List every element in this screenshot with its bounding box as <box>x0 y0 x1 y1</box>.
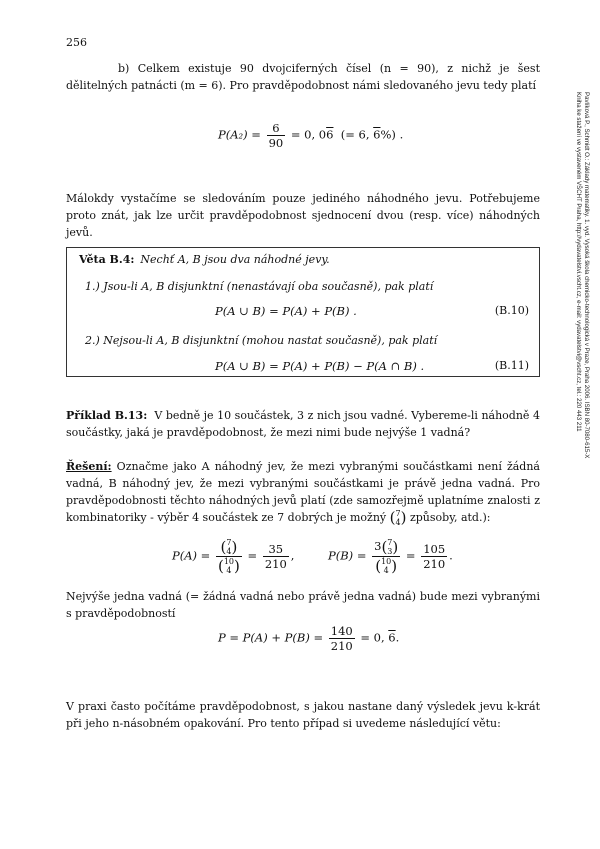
theorem-formula-1: P(A ∪ B) = P(A) + P(B) . <box>215 304 357 318</box>
denominator: ( 10 4 ) <box>375 557 398 575</box>
binom-top: 7 <box>395 509 401 518</box>
denominator: 210 <box>330 639 353 653</box>
equals-sign: = <box>247 548 258 563</box>
paragraph-nejvyse: Nejvýše jedna vadná (= žádná vadná nebo právě jedna vadná) bude mezi vybranými s pravděpodobností <box>66 590 540 620</box>
paragraph-b: b) Celkem existuje 90 dvojciferných čísel (n = 90), z nichž je šest dělitelných patnácti (m = 6). Pro pravděpodobnost námi sledovaného jevu tedy platí <box>66 62 540 92</box>
equation-p-a <box>172 538 294 575</box>
fraction <box>329 624 355 653</box>
denominator: ( 10 4 ) <box>217 557 240 575</box>
theorem-box <box>66 247 540 377</box>
solution-text-after: způsoby, atd.): <box>409 511 491 524</box>
example-paragraph <box>66 407 540 441</box>
binom-bottom: 4 <box>226 547 232 556</box>
binom-bottom: 3 <box>387 547 393 556</box>
paragraph-praxi: V praxi často počítáme pravděpodobnost, s jakou nastane daný výsledek jevu k-krát při jeho n-násobném opakování. Pro tento případ si uvedeme následující větu: <box>66 700 540 730</box>
side-note-line-1: Pavlíková P., Schmidt O.: Základy matematiky. 1. vyd. Vysoká škola chemicko-technologická v Praze, Praha 2006. ISBN 80-7080-615-X <box>583 92 590 459</box>
fraction-result <box>263 542 289 571</box>
equation-p-b <box>328 538 453 575</box>
theorem-header <box>79 253 330 266</box>
side-note-line-2: Kniha ke stažení ve vystaveném VŠCHT Praha, http://vydavatelstvi.vscht.cz, e-mail: vydavatelstvi@vscht.cz, tel.: 220 443 211 <box>575 92 582 432</box>
solution-label: Řešení: <box>66 460 112 473</box>
page-number: 256 <box>66 36 87 49</box>
eq-rhs-repeating: 6 <box>388 630 396 645</box>
equation-p-total <box>218 624 399 653</box>
fraction <box>267 121 286 150</box>
punctuation: . <box>449 548 453 563</box>
binom-bottom: 4 <box>395 518 401 527</box>
equation-number-b11: (B.11) <box>494 359 529 372</box>
eq-rhs: = 0, <box>360 630 385 645</box>
denominator: 90 <box>268 136 284 150</box>
side-note-citation <box>568 92 590 552</box>
coefficient: 3 <box>374 539 382 553</box>
binom-bottom: 4 <box>383 566 389 575</box>
numerator: 140 <box>330 624 353 638</box>
numerator: 35 <box>263 542 289 557</box>
punctuation: , <box>290 548 295 563</box>
theorem-formula-2: P(A ∪ B) = P(A) + P(B) − P(A ∩ B) . <box>215 359 425 373</box>
solution-text: Označme jako A náhodný jev, že mezi vybranými součástkami není žádná vadná, B náhodný jev, že mezi vybranými součástkami je právě jedna vadná. Pro pravděpodobnosti těchto náhodných jevů platí (zde samozřejmě uplatníme znalosti z kombinatoriky - výběr 4 součástek ze 7 dobrých je možný <box>66 460 540 524</box>
numerator: 3( 7 3 ) <box>374 538 399 556</box>
punctuation: . <box>395 630 400 645</box>
theorem-item-2: 2.) Nejsou-li A, B disjunktní (mohou nastat současně), pak platí <box>85 334 438 347</box>
equation-number-b10: (B.10) <box>494 304 529 317</box>
paragraph-malokdy: Málokdy vystačíme se sledováním pouze jediného náhodného jevu. Potřebujeme proto znát, jak lze určit pravděpodobnost sjednocení dvou (resp. více) náhodných jevů. <box>66 192 540 239</box>
fraction-result <box>421 542 447 571</box>
eq-rhs-repeating: 6 <box>326 127 334 142</box>
theorem-statement: Nechť A, B jsou dva náhodné jevy. <box>140 253 330 266</box>
binom-top: 7 <box>387 538 393 547</box>
numerator: 6 <box>267 121 286 136</box>
eq-paren-pre: (= 6, <box>340 127 370 142</box>
fraction <box>216 538 242 575</box>
theorem-title: Věta B.4: <box>79 253 135 266</box>
denominator: 210 <box>264 557 287 571</box>
binomial-coefficient: ( 7 4 ) <box>389 508 407 527</box>
equals-sign: = <box>405 548 416 563</box>
numerator: ( 7 4 ) <box>216 538 242 557</box>
solution-paragraph <box>66 458 540 527</box>
eq-lhs: P(A₂) = <box>218 127 261 142</box>
example-text: V bedně je 10 součástek, 3 z nich jsou vadné. Vybereme-li náhodně 4 součástky, jaká je pravděpodobnost, že mezi nimi bude nejvýše 1 vadná? <box>66 409 540 439</box>
binom-top: 10 <box>381 557 392 566</box>
eq-lhs: P(B) = <box>328 548 367 563</box>
binom-top: 7 <box>226 538 232 547</box>
denominator: 210 <box>423 557 446 571</box>
numerator: 105 <box>423 542 446 556</box>
eq-paren-post: %) . <box>380 127 404 142</box>
theorem-item-1: 1.) Jsou-li A, B disjunktní (nenastávají oba současně), pak platí <box>85 280 434 293</box>
binom-top: 10 <box>223 557 235 566</box>
eq-paren-repeating: 6 <box>373 127 381 142</box>
equation-p-a2 <box>218 121 403 150</box>
eq-rhs: = 0, 0 <box>290 127 327 142</box>
eq-lhs: P = P(A) + P(B) = <box>218 630 324 645</box>
binom-bottom: 4 <box>226 566 232 575</box>
fraction <box>372 538 400 575</box>
eq-lhs: P(A) = <box>172 548 211 563</box>
example-label: Příklad B.13: <box>66 409 148 422</box>
